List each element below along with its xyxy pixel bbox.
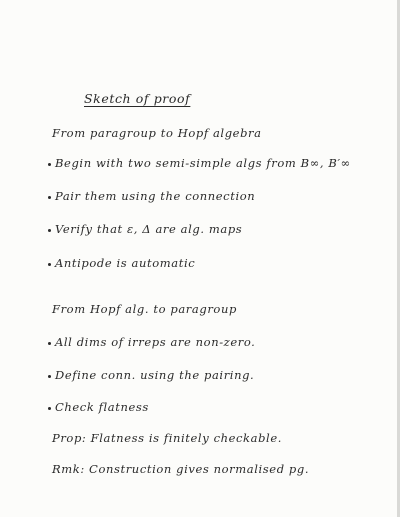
list-item-text: Pair them using the connection <box>55 189 256 203</box>
list-item <box>48 189 255 203</box>
bullet-icon <box>48 229 51 232</box>
bullet-icon <box>48 196 51 199</box>
list-item <box>48 400 149 414</box>
list-item <box>48 335 255 349</box>
section-heading-hopf-to-paragroup: From Hopf alg. to paragroup <box>52 302 237 316</box>
list-item <box>48 368 254 382</box>
bullet-icon <box>48 163 51 166</box>
list-item-text: Begin with two semi-simple algs from B∞, B′∞ <box>55 156 351 170</box>
bullet-icon <box>48 342 51 345</box>
bullet-icon <box>48 407 51 410</box>
list-item <box>48 156 351 170</box>
list-item <box>48 256 195 270</box>
page-title: Sketch of proof <box>84 91 191 106</box>
list-item-text: Antipode is automatic <box>55 256 196 270</box>
bullet-icon <box>48 375 51 378</box>
list-item-text: Define conn. using the pairing. <box>55 368 255 382</box>
bullet-icon <box>48 263 51 266</box>
proposition-note: Prop: Flatness is finitely checkable. <box>52 431 282 445</box>
list-item-text: All dims of irreps are non-zero. <box>55 335 256 349</box>
list-item-text: Check flatness <box>55 400 149 414</box>
section-heading-paragroup-to-hopf: From paragroup to Hopf algebra <box>52 126 262 140</box>
remark-note: Rmk: Construction gives normalised pg. <box>52 462 310 476</box>
list-item <box>48 222 242 236</box>
list-item-text: Verify that ε, Δ are alg. maps <box>55 222 243 236</box>
